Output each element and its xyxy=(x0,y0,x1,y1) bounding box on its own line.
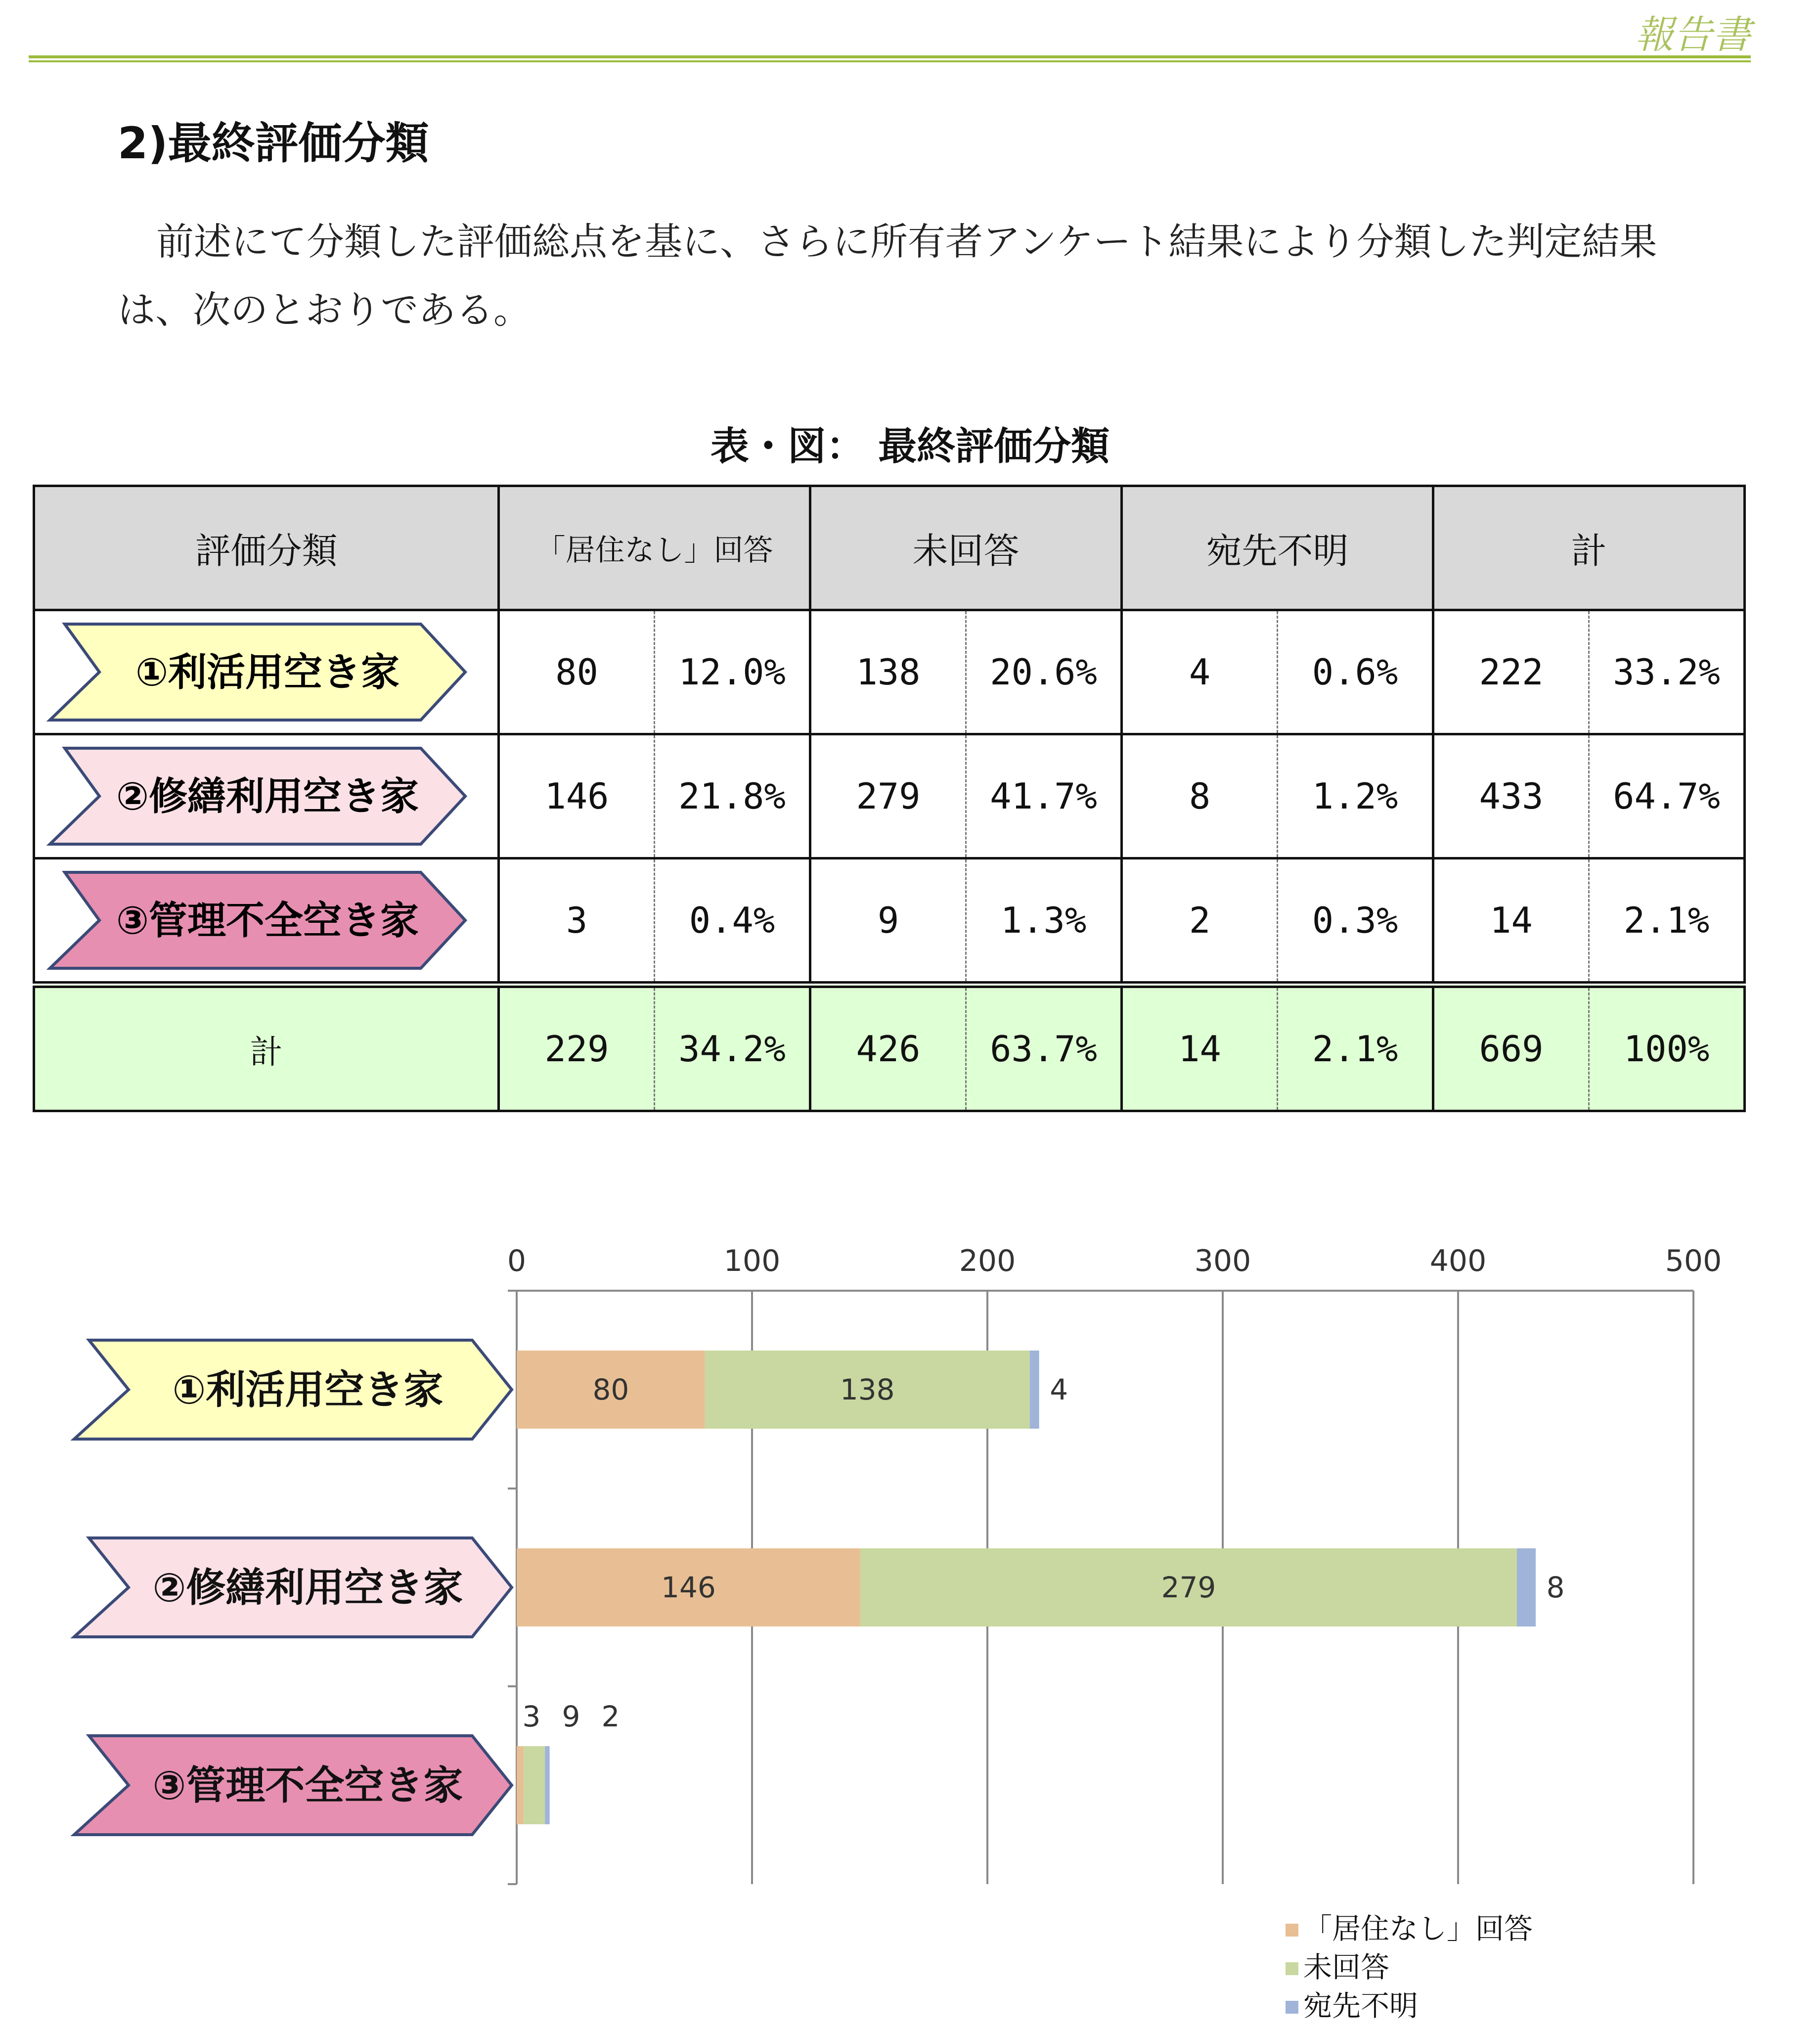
cell-total-pct: 2.1% xyxy=(1589,858,1745,985)
data-label: 4 xyxy=(1050,1373,1068,1406)
data-label: 8 xyxy=(1546,1571,1565,1604)
x-tick-label: 100 xyxy=(723,1244,781,1278)
row-label-chevron xyxy=(35,868,470,972)
category-label: ①利活用空き家 xyxy=(172,1367,444,1413)
legend-swatch xyxy=(1286,1924,1298,1937)
row-label-cell xyxy=(34,734,499,858)
stacked-bar-chart xyxy=(0,1226,1820,2028)
bar-segment xyxy=(517,1746,524,1824)
cell-total: 433 xyxy=(1433,734,1589,858)
row-label: ①利活用空き家 xyxy=(135,650,400,695)
cell-total: 14 xyxy=(1433,858,1589,985)
x-tick-label: 400 xyxy=(1429,1244,1487,1278)
x-tick-label: 300 xyxy=(1194,1244,1251,1278)
data-label: 3 xyxy=(522,1700,541,1733)
data-label: 80 xyxy=(592,1373,629,1406)
cell-total-pct: 100% xyxy=(1589,985,1745,1111)
x-tick-label: 500 xyxy=(1665,1244,1722,1278)
bar-segment xyxy=(524,1746,545,1824)
cell-no-residence: 229 xyxy=(499,985,655,1111)
row-label: ③管理不全空き家 xyxy=(116,899,419,943)
bar-segment xyxy=(1517,1548,1536,1626)
data-label: 279 xyxy=(1161,1571,1216,1604)
cell-no-answer-pct: 20.6% xyxy=(966,610,1122,734)
cell-unknown-pct: 0.3% xyxy=(1278,858,1433,985)
category-label: ②修繕利用空き家 xyxy=(152,1565,463,1611)
row-label-chevron xyxy=(35,620,470,724)
cell-no-residence: 146 xyxy=(499,734,655,858)
table-row xyxy=(34,734,1745,858)
header-rule xyxy=(29,55,1751,62)
cell-no-answer: 426 xyxy=(810,985,966,1111)
cell-unknown: 2 xyxy=(1122,858,1278,985)
header-no-answer: 未回答 xyxy=(810,486,1122,610)
header-unknown: 宛先不明 xyxy=(1122,486,1433,610)
table-header-row xyxy=(34,486,1745,610)
cell-unknown: 8 xyxy=(1122,734,1278,858)
cell-no-answer-pct: 41.7% xyxy=(966,734,1122,858)
cell-unknown-pct: 0.6% xyxy=(1278,610,1433,734)
legend-label: 「居住なし」回答 xyxy=(1303,1912,1533,1945)
cell-no-residence-pct: 34.2% xyxy=(655,985,810,1111)
cell-unknown: 14 xyxy=(1122,985,1278,1111)
paragraph-line-2: は、次のとおりである。 xyxy=(118,288,531,332)
legend-label: 未回答 xyxy=(1303,1950,1390,1984)
row-label-chevron xyxy=(35,744,470,848)
cell-no-residence-pct: 12.0% xyxy=(655,610,810,734)
cell-total-pct: 33.2% xyxy=(1589,610,1745,734)
legend-swatch xyxy=(1286,1962,1298,1975)
cell-no-answer: 138 xyxy=(810,610,966,734)
cell-total: 669 xyxy=(1433,985,1589,1111)
x-tick-label: 0 xyxy=(507,1244,527,1278)
cell-no-answer: 279 xyxy=(810,734,966,858)
section-title: 2)最終評価分類 xyxy=(118,118,429,169)
header-no-residence: 「居住なし」回答 xyxy=(499,486,810,610)
data-label: 2 xyxy=(601,1700,620,1733)
x-tick-label: 200 xyxy=(959,1244,1016,1278)
cell-unknown-pct: 2.1% xyxy=(1278,985,1433,1111)
row-label: ②修繕利用空き家 xyxy=(116,774,419,819)
cell-total-pct: 64.7% xyxy=(1589,734,1745,858)
data-label: 146 xyxy=(661,1571,716,1604)
cell-total: 222 xyxy=(1433,610,1589,734)
row-label-cell xyxy=(34,858,499,985)
cell-unknown: 4 xyxy=(1122,610,1278,734)
data-label: 138 xyxy=(840,1373,895,1406)
row-label-cell xyxy=(34,610,499,734)
header-category: 評価分類 xyxy=(34,486,499,610)
table-total-row xyxy=(34,985,1745,1111)
header-total: 計 xyxy=(1433,486,1745,610)
cell-no-answer-pct: 63.7% xyxy=(966,985,1122,1111)
total-label: 計 xyxy=(34,985,499,1111)
table-caption: 表・図： 最終評価分類 xyxy=(710,424,1110,469)
cell-unknown-pct: 1.2% xyxy=(1278,734,1433,858)
legend-label: 宛先不明 xyxy=(1303,1989,1419,2023)
cell-no-residence: 80 xyxy=(499,610,655,734)
table-row xyxy=(34,858,1745,985)
cell-no-answer: 9 xyxy=(810,858,966,985)
cell-no-residence: 3 xyxy=(499,858,655,985)
table-row xyxy=(34,610,1745,734)
bar-segment xyxy=(545,1746,550,1824)
cell-no-answer-pct: 1.3% xyxy=(966,858,1122,985)
cell-no-residence-pct: 0.4% xyxy=(655,858,810,985)
data-label: 9 xyxy=(562,1700,580,1733)
paragraph-line-1: 前述にて分類した評価総点を基に、さらに所有者アンケート結果により分類した判定結果 xyxy=(156,220,1657,264)
bar-segment xyxy=(1030,1351,1039,1429)
cell-no-residence-pct: 21.8% xyxy=(655,734,810,858)
category-label: ③管理不全空き家 xyxy=(152,1762,463,1808)
legend-swatch xyxy=(1286,2001,1298,2014)
summary-table xyxy=(33,485,1746,1112)
header-label: 報告書 xyxy=(1635,13,1751,57)
